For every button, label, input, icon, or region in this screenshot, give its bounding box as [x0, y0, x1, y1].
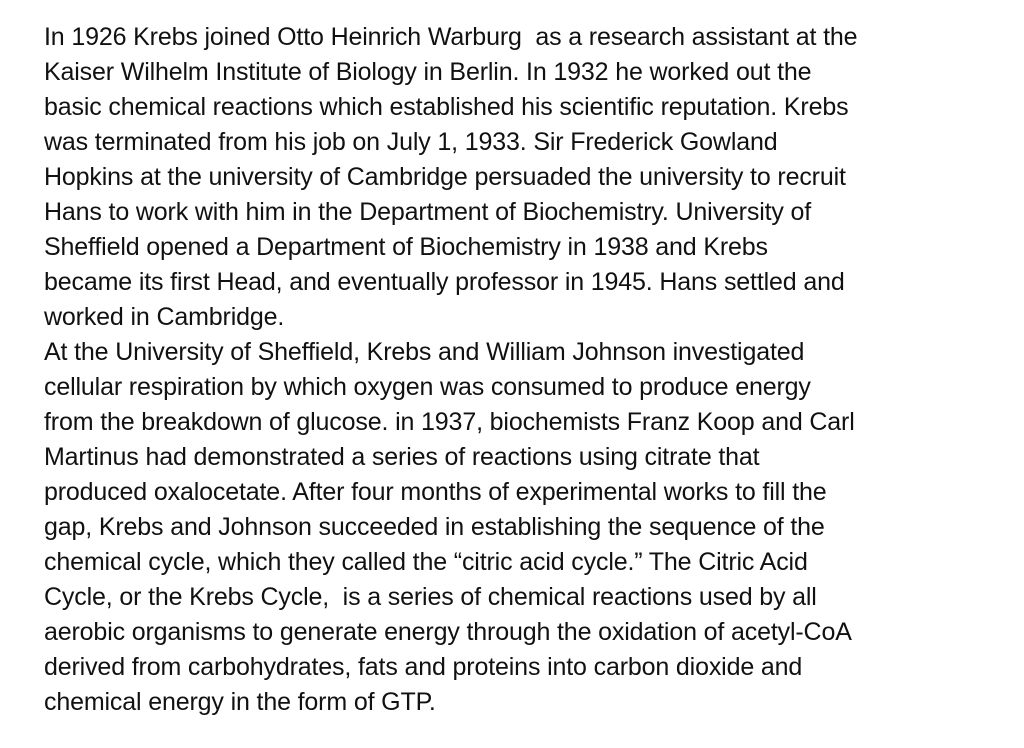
text-line: aerobic organisms to generate energy through the oxidation of acetyl-CoA [44, 618, 852, 646]
text-line: Sheffield opened a Department of Biochemistry in 1938 and Krebs [44, 233, 768, 261]
text-line: was terminated from his job on July 1, 1933. Sir Frederick Gowland [44, 128, 778, 156]
text-line: from the breakdown of glucose. in 1937, biochemists Franz Koop and Carl [44, 408, 855, 436]
text-line: Kaiser Wilhelm Institute of Biology in Berlin. In 1932 he worked out the [44, 58, 812, 86]
paragraph-krebs-career [44, 20, 1004, 335]
text-line: chemical cycle, which they called the “citric acid cycle.” The Citric Acid [44, 548, 808, 576]
text-line: Hopkins at the university of Cambridge persuaded the university to recruit [44, 163, 846, 191]
text-line: cellular respiration by which oxygen was consumed to produce energy [44, 373, 811, 401]
text-line: Cycle, or the Krebs Cycle, is a series of chemical reactions used by all [44, 583, 817, 611]
text-line: Martinus had demonstrated a series of reactions using citrate that [44, 443, 760, 471]
text-line: derived from carbohydrates, fats and proteins into carbon dioxide and [44, 653, 803, 681]
text-line: In 1926 Krebs joined Otto Heinrich Warburg as a research assistant at the [44, 23, 858, 51]
text-line: chemical energy in the form of GTP. [44, 688, 436, 716]
document-body [44, 20, 1004, 720]
text-line: basic chemical reactions which established his scientific reputation. Krebs [44, 93, 849, 121]
text-line: worked in Cambridge. [44, 303, 285, 331]
text-line: became its first Head, and eventually professor in 1945. Hans settled and [44, 268, 845, 296]
text-line: At the University of Sheffield, Krebs and William Johnson investigated [44, 338, 805, 366]
text-line: produced oxalocetate. After four months of experimental works to fill the [44, 478, 827, 506]
text-line: Hans to work with him in the Department of Biochemistry. University of [44, 198, 812, 226]
paragraph-citric-acid-cycle [44, 335, 1004, 720]
text-line: gap, Krebs and Johnson succeeded in establishing the sequence of the [44, 513, 825, 541]
